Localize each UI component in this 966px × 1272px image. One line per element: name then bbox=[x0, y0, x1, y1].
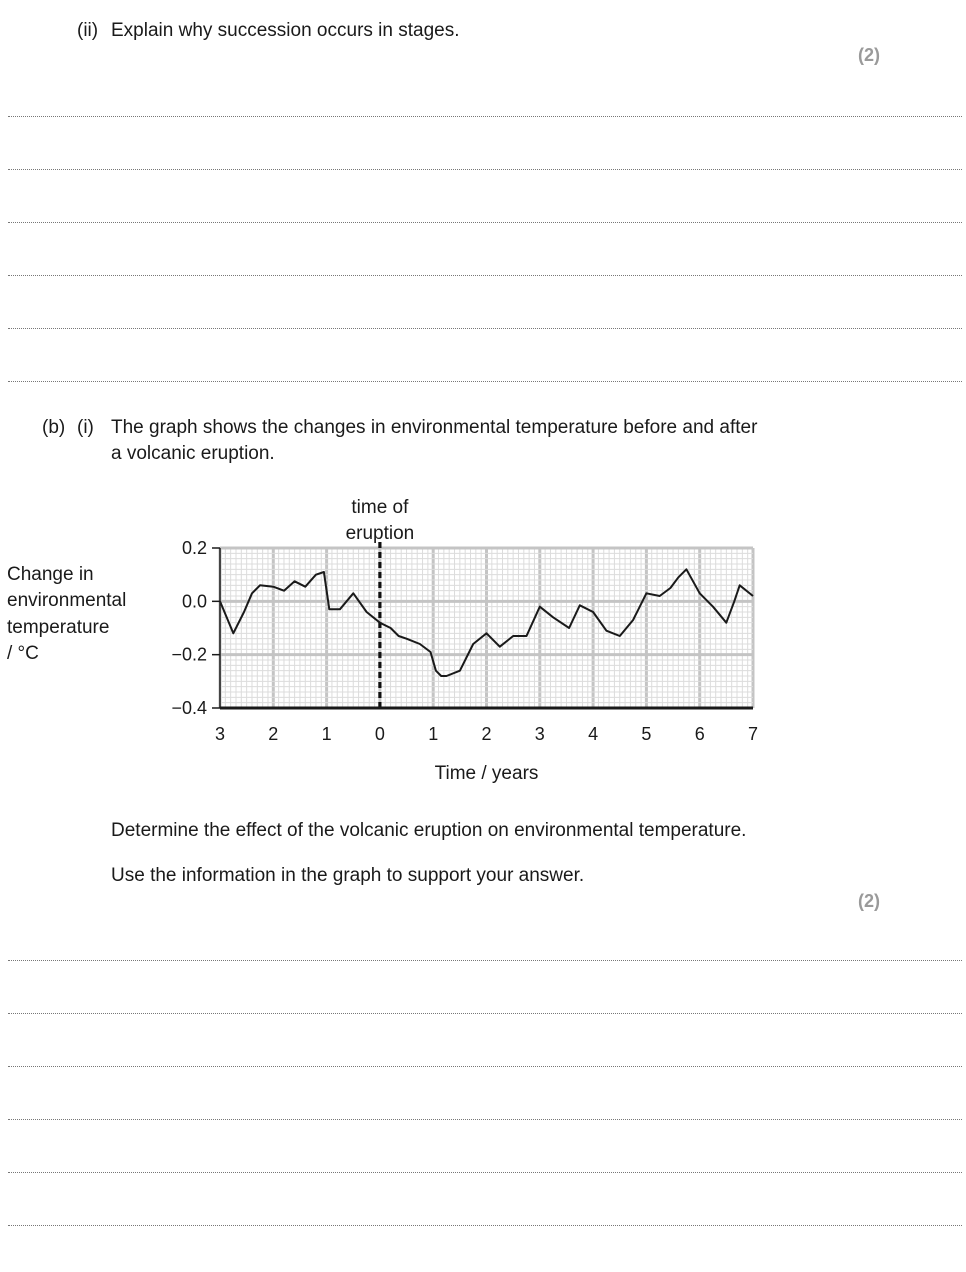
x-axis-label: Time / years bbox=[434, 763, 539, 784]
y-tick-label: 0.0 bbox=[181, 591, 207, 612]
answer-line-b-2[interactable] bbox=[8, 1013, 962, 1014]
answer-line-b-5[interactable] bbox=[8, 1172, 962, 1173]
answer-line-a-4[interactable] bbox=[8, 275, 962, 276]
x-tick-label: 3 bbox=[534, 724, 545, 744]
y-tick-label: −0.2 bbox=[171, 644, 207, 665]
question-b-label: (b) bbox=[42, 417, 66, 438]
answer-line-b-6[interactable] bbox=[8, 1225, 962, 1226]
question-a-ii-text: Explain why succession occurs in stages. bbox=[111, 20, 460, 41]
x-tick-label: 0 bbox=[374, 724, 385, 744]
x-tick-label: 2 bbox=[268, 724, 279, 744]
y-axis-label-line1: Change in bbox=[7, 564, 94, 585]
answer-line-a-6[interactable] bbox=[8, 381, 962, 382]
x-tick-label: 3 bbox=[214, 724, 226, 744]
question-b-task1: Determine the effect of the volcanic eruption on environmental temperature. bbox=[111, 820, 747, 841]
answer-line-b-1[interactable] bbox=[8, 960, 962, 961]
x-tick-label: 2 bbox=[481, 724, 492, 744]
x-tick-labels bbox=[215, 724, 758, 744]
marks-a-ii: (2) bbox=[858, 45, 880, 65]
question-b-intro-line2: a volcanic eruption. bbox=[111, 443, 275, 464]
answer-line-b-3[interactable] bbox=[8, 1066, 962, 1067]
question-b-task2: Use the information in the graph to support your answer. bbox=[111, 865, 585, 886]
eruption-annotation-line2: eruption bbox=[345, 523, 415, 544]
y-axis-label-line2: environmental bbox=[7, 590, 127, 611]
y-tick-label: −0.4 bbox=[171, 698, 207, 718]
x-tick-label: 4 bbox=[588, 724, 599, 744]
chart-grid bbox=[220, 548, 753, 708]
x-tick-label: 1 bbox=[321, 724, 332, 744]
answer-line-a-1[interactable] bbox=[8, 116, 962, 117]
y-axis-label-line4: / °C bbox=[7, 643, 39, 664]
y-tick-label: 0.2 bbox=[181, 538, 207, 558]
answer-line-a-2[interactable] bbox=[8, 169, 962, 170]
x-tick-label: 7 bbox=[747, 724, 759, 744]
eruption-annotation-line1: time of bbox=[351, 497, 409, 518]
question-b-i-label: (i) bbox=[77, 417, 94, 438]
x-tick-label: 1 bbox=[428, 724, 439, 744]
y-axis-label-line3: temperature bbox=[7, 617, 110, 638]
x-tick-label: 6 bbox=[694, 724, 705, 744]
answer-line-a-5[interactable] bbox=[8, 328, 962, 329]
answer-line-a-3[interactable] bbox=[8, 222, 962, 223]
y-tick-labels bbox=[171, 538, 220, 718]
temperature-chart bbox=[0, 470, 966, 800]
marks-b-i: (2) bbox=[858, 891, 880, 911]
question-b-intro-line1: The graph shows the changes in environmental temperature before and after bbox=[111, 417, 758, 438]
answer-line-b-4[interactable] bbox=[8, 1119, 962, 1120]
x-tick-label: 5 bbox=[641, 724, 652, 744]
question-a-ii-label: (ii) bbox=[77, 20, 99, 41]
